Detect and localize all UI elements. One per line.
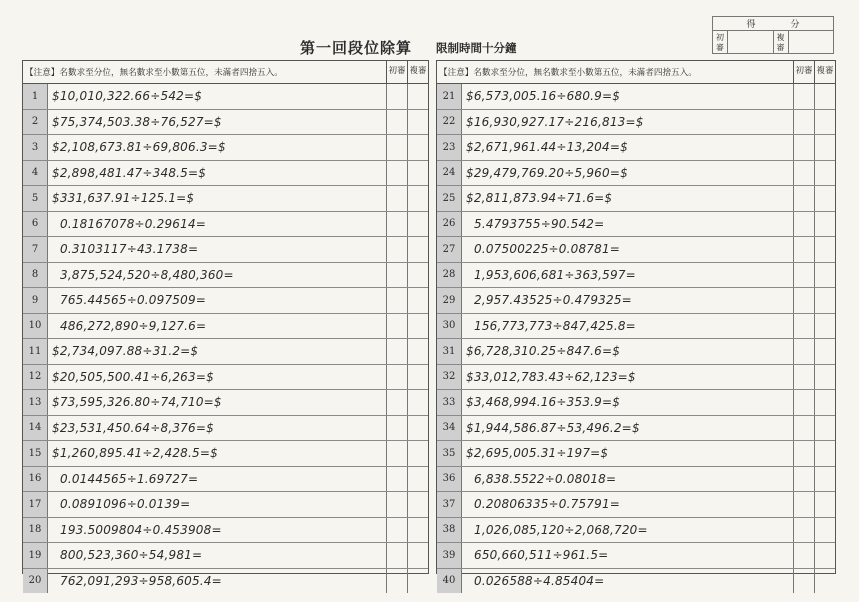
second-check-box[interactable]	[407, 263, 428, 288]
second-check-box[interactable]	[407, 467, 428, 492]
problem-row	[437, 365, 835, 391]
problem-row	[23, 263, 428, 289]
problem-number: 25	[437, 186, 462, 211]
first-check-box[interactable]	[386, 186, 407, 211]
check-first-header: 初審	[793, 61, 814, 83]
first-check-box[interactable]	[386, 135, 407, 160]
time-limit-label: 限制時間十分鐘	[436, 41, 517, 55]
problem-expression: $1,944,586.87÷53,496.2=$	[466, 420, 640, 435]
first-check-box[interactable]	[793, 365, 814, 390]
problem-row	[23, 84, 428, 110]
second-check-box[interactable]	[407, 288, 428, 313]
problem-number: 11	[23, 339, 48, 364]
problem-row	[23, 543, 428, 569]
problem-expression: 0.07500225÷0.08781=	[474, 242, 621, 257]
second-check-box[interactable]	[814, 365, 835, 390]
problem-row	[23, 518, 428, 544]
problem-number: 36	[437, 467, 462, 492]
first-check-box[interactable]	[793, 441, 814, 466]
first-check-box[interactable]	[793, 518, 814, 543]
problem-expression: $75,374,503.38÷76,527=$	[52, 114, 222, 129]
problem-expression: 193.5009804÷0.453908=	[60, 522, 222, 537]
problem-expression: $331,637.91÷125.1=$	[52, 191, 195, 206]
problem-number: 29	[437, 288, 462, 313]
worksheet-title: 第一回段位除算	[300, 39, 413, 57]
problem-row	[437, 543, 835, 569]
second-check-box[interactable]	[407, 518, 428, 543]
problem-expression: $20,505,500.41÷6,263=$	[52, 369, 214, 384]
problem-row	[23, 339, 428, 365]
problem-row	[437, 186, 835, 212]
problem-number: 17	[23, 492, 48, 517]
problem-number: 4	[23, 161, 48, 186]
problem-expression: $10,010,322.66÷542=$	[52, 89, 203, 104]
problem-expression: 156,773,773÷847,425.8=	[474, 318, 636, 333]
first-check-box[interactable]	[386, 110, 407, 135]
first-check-box[interactable]	[386, 390, 407, 415]
problem-row	[23, 492, 428, 518]
second-check-box[interactable]	[407, 237, 428, 262]
first-check-box[interactable]	[386, 288, 407, 313]
problem-number: 18	[23, 518, 48, 543]
first-check-box[interactable]	[386, 518, 407, 543]
problem-row	[23, 365, 428, 391]
problem-expression: 1,026,085,120÷2,068,720=	[474, 522, 648, 537]
problem-row	[437, 161, 835, 187]
problem-row	[23, 569, 428, 594]
check-first-header: 初審	[386, 61, 407, 83]
problem-number: 3	[23, 135, 48, 160]
second-check-box[interactable]	[407, 416, 428, 441]
problem-number: 20	[23, 569, 48, 594]
second-check-box[interactable]	[407, 314, 428, 339]
first-check-box[interactable]	[793, 237, 814, 262]
problem-expression: $2,108,673.81÷69,806.3=$	[52, 140, 226, 155]
problem-row	[437, 492, 835, 518]
problem-number: 39	[437, 543, 462, 568]
first-check-box[interactable]	[386, 237, 407, 262]
check-second-header: 複審	[814, 61, 835, 83]
right-problem-table	[436, 60, 836, 588]
problem-row	[437, 84, 835, 110]
first-check-box[interactable]	[386, 492, 407, 517]
second-check-box[interactable]	[814, 161, 835, 186]
problem-expression: 486,272,890÷9,127.6=	[60, 318, 207, 333]
problem-number: 14	[23, 416, 48, 441]
second-check-box[interactable]	[814, 212, 835, 237]
first-check-box[interactable]	[793, 263, 814, 288]
second-review-score-field[interactable]	[789, 31, 834, 54]
problem-row	[437, 212, 835, 238]
problem-expression: 0.20806335÷0.75791=	[474, 497, 621, 512]
problem-expression: 0.026588÷4.85404=	[474, 573, 605, 588]
left-problem-table	[22, 60, 429, 588]
problem-expression: 5.4793755÷90.542=	[474, 216, 605, 231]
problem-expression: $2,898,481.47÷348.5=$	[52, 165, 207, 180]
problem-expression: $6,573,005.16÷680.9=$	[466, 89, 621, 104]
first-check-box[interactable]	[793, 339, 814, 364]
problem-number: 30	[437, 314, 462, 339]
second-check-box[interactable]	[814, 543, 835, 568]
second-check-box[interactable]	[814, 84, 835, 109]
problem-expression: 2,957.43525÷0.479325=	[474, 293, 632, 308]
second-check-box[interactable]	[407, 569, 428, 594]
problem-number: 26	[437, 212, 462, 237]
first-check-box[interactable]	[793, 186, 814, 211]
problem-number: 32	[437, 365, 462, 390]
instructions-note: 【注意】名數求至分位，無名數求至小數第五位，未滿者四捨五入。	[439, 68, 697, 78]
check-second-header: 複審	[407, 61, 428, 83]
problem-expression: $33,012,783.43÷62,123=$	[466, 369, 636, 384]
problem-row	[23, 161, 428, 187]
problem-number: 31	[437, 339, 462, 364]
problem-expression: $2,671,961.44÷13,204=$	[466, 140, 628, 155]
problem-number: 12	[23, 365, 48, 390]
problem-expression: $3,468,994.16÷353.9=$	[466, 395, 621, 410]
problem-number: 28	[437, 263, 462, 288]
score-box	[712, 16, 834, 54]
problem-expression: $16,930,927.17÷216,813=$	[466, 114, 644, 129]
problem-number: 21	[437, 84, 462, 109]
score-header-right: 分	[790, 20, 800, 30]
problem-expression: 800,523,360÷54,981=	[60, 548, 203, 563]
problem-row	[23, 441, 428, 467]
second-check-box[interactable]	[407, 441, 428, 466]
problem-row	[437, 441, 835, 467]
first-check-box[interactable]	[793, 543, 814, 568]
second-check-box[interactable]	[407, 84, 428, 109]
problem-expression: 6,838.5522÷0.08018=	[474, 471, 617, 486]
second-check-box[interactable]	[407, 212, 428, 237]
first-review-label: 初審	[713, 31, 728, 54]
problem-row	[23, 416, 428, 442]
problem-number: 35	[437, 441, 462, 466]
problem-expression: 765.44565÷0.097509=	[60, 293, 207, 308]
first-check-box[interactable]	[386, 161, 407, 186]
problem-expression: $2,734,097.88÷31.2=$	[52, 344, 199, 359]
problem-number: 5	[23, 186, 48, 211]
first-check-box[interactable]	[386, 467, 407, 492]
second-check-box[interactable]	[814, 110, 835, 135]
problem-number: 1	[23, 84, 48, 109]
problem-row	[437, 237, 835, 263]
second-check-box[interactable]	[814, 492, 835, 517]
problem-expression: 0.18167078÷0.29614=	[60, 216, 207, 231]
first-check-box[interactable]	[386, 84, 407, 109]
problem-number: 7	[23, 237, 48, 262]
problem-row	[23, 237, 428, 263]
problem-row	[437, 110, 835, 136]
second-check-box[interactable]	[814, 288, 835, 313]
score-header-left: 得	[746, 20, 756, 30]
second-check-box[interactable]	[814, 441, 835, 466]
problem-row	[437, 467, 835, 493]
first-check-box[interactable]	[793, 288, 814, 313]
right-problem-rows	[437, 84, 835, 593]
first-check-box[interactable]	[793, 110, 814, 135]
second-check-box[interactable]	[814, 314, 835, 339]
problem-number: 24	[437, 161, 462, 186]
problem-number: 8	[23, 263, 48, 288]
problem-number: 22	[437, 110, 462, 135]
second-check-box[interactable]	[407, 543, 428, 568]
problem-expression: 0.0891096÷0.0139=	[60, 497, 191, 512]
second-check-box[interactable]	[407, 161, 428, 186]
problem-number: 23	[437, 135, 462, 160]
problem-row	[437, 339, 835, 365]
problem-expression: 1,953,606,681÷363,597=	[474, 267, 636, 282]
left-problem-rows	[23, 84, 428, 593]
problem-row	[23, 390, 428, 416]
first-check-box[interactable]	[386, 314, 407, 339]
problem-number: 13	[23, 390, 48, 415]
first-check-box[interactable]	[793, 569, 814, 594]
first-check-box[interactable]	[386, 543, 407, 568]
second-check-box[interactable]	[814, 467, 835, 492]
first-check-box[interactable]	[793, 314, 814, 339]
problem-number: 2	[23, 110, 48, 135]
second-check-box[interactable]	[814, 237, 835, 262]
first-check-box[interactable]	[793, 416, 814, 441]
problem-row	[437, 416, 835, 442]
first-check-box[interactable]	[793, 390, 814, 415]
first-check-box[interactable]	[386, 441, 407, 466]
problem-row	[437, 569, 835, 594]
problem-expression: $2,695,005.31÷197=$	[466, 446, 609, 461]
problem-expression: 650,660,511÷961.5=	[474, 548, 609, 563]
second-check-box[interactable]	[814, 186, 835, 211]
problem-expression: 3,875,524,520÷8,480,360=	[60, 267, 234, 282]
problem-number: 6	[23, 212, 48, 237]
problem-expression: 762,091,293÷958,605.4=	[60, 573, 222, 588]
second-check-box[interactable]	[407, 135, 428, 160]
problem-number: 27	[437, 237, 462, 262]
problem-row	[437, 135, 835, 161]
problem-expression: 0.0144565÷1.69727=	[60, 471, 199, 486]
problem-row	[437, 263, 835, 289]
problem-expression: $6,728,310.25÷847.6=$	[466, 344, 621, 359]
first-check-box[interactable]	[793, 135, 814, 160]
second-check-box[interactable]	[407, 186, 428, 211]
first-check-box[interactable]	[386, 569, 407, 594]
problem-row	[437, 314, 835, 340]
second-check-box[interactable]	[814, 339, 835, 364]
problem-number: 37	[437, 492, 462, 517]
problem-expression: $1,260,895.41÷2,428.5=$	[52, 446, 218, 461]
problem-row	[23, 467, 428, 493]
problem-row	[437, 288, 835, 314]
problem-row	[23, 110, 428, 136]
problem-row	[23, 212, 428, 238]
problem-number: 15	[23, 441, 48, 466]
problem-expression: $73,595,326.80÷74,710=$	[52, 395, 222, 410]
first-check-box[interactable]	[386, 339, 407, 364]
first-check-box[interactable]	[793, 84, 814, 109]
problem-number: 10	[23, 314, 48, 339]
first-check-box[interactable]	[793, 492, 814, 517]
problem-row	[437, 390, 835, 416]
problem-row	[23, 314, 428, 340]
problem-expression: $29,479,769.20÷5,960=$	[466, 165, 628, 180]
first-check-box[interactable]	[386, 263, 407, 288]
problem-number: 38	[437, 518, 462, 543]
problem-number: 34	[437, 416, 462, 441]
first-check-box[interactable]	[386, 212, 407, 237]
problem-expression: $2,811,873.94÷71.6=$	[466, 191, 613, 206]
problem-expression: $23,531,450.64÷8,376=$	[52, 420, 214, 435]
second-check-box[interactable]	[407, 339, 428, 364]
problem-number: 40	[437, 569, 462, 594]
problem-row	[23, 186, 428, 212]
second-check-box[interactable]	[407, 390, 428, 415]
first-check-box[interactable]	[793, 212, 814, 237]
problem-number: 16	[23, 467, 48, 492]
second-check-box[interactable]	[814, 135, 835, 160]
first-review-score-field[interactable]	[728, 31, 774, 54]
problem-number: 33	[437, 390, 462, 415]
problem-number: 19	[23, 543, 48, 568]
problem-row	[437, 518, 835, 544]
second-check-box[interactable]	[407, 365, 428, 390]
first-check-box[interactable]	[793, 161, 814, 186]
second-check-box[interactable]	[814, 416, 835, 441]
second-review-label: 複審	[774, 31, 789, 54]
problem-row	[23, 135, 428, 161]
first-check-box[interactable]	[386, 365, 407, 390]
problem-row	[23, 288, 428, 314]
problem-number: 9	[23, 288, 48, 313]
first-check-box[interactable]	[386, 416, 407, 441]
second-check-box[interactable]	[814, 390, 835, 415]
second-check-box[interactable]	[407, 110, 428, 135]
second-check-box[interactable]	[814, 569, 835, 594]
problem-expression: 0.3103117÷43.1738=	[60, 242, 199, 257]
instructions-note: 【注意】名數求至分位，無名數求至小數第五位，未滿者四捨五入。	[25, 68, 283, 78]
second-check-box[interactable]	[407, 492, 428, 517]
second-check-box[interactable]	[814, 263, 835, 288]
second-check-box[interactable]	[814, 518, 835, 543]
first-check-box[interactable]	[793, 467, 814, 492]
